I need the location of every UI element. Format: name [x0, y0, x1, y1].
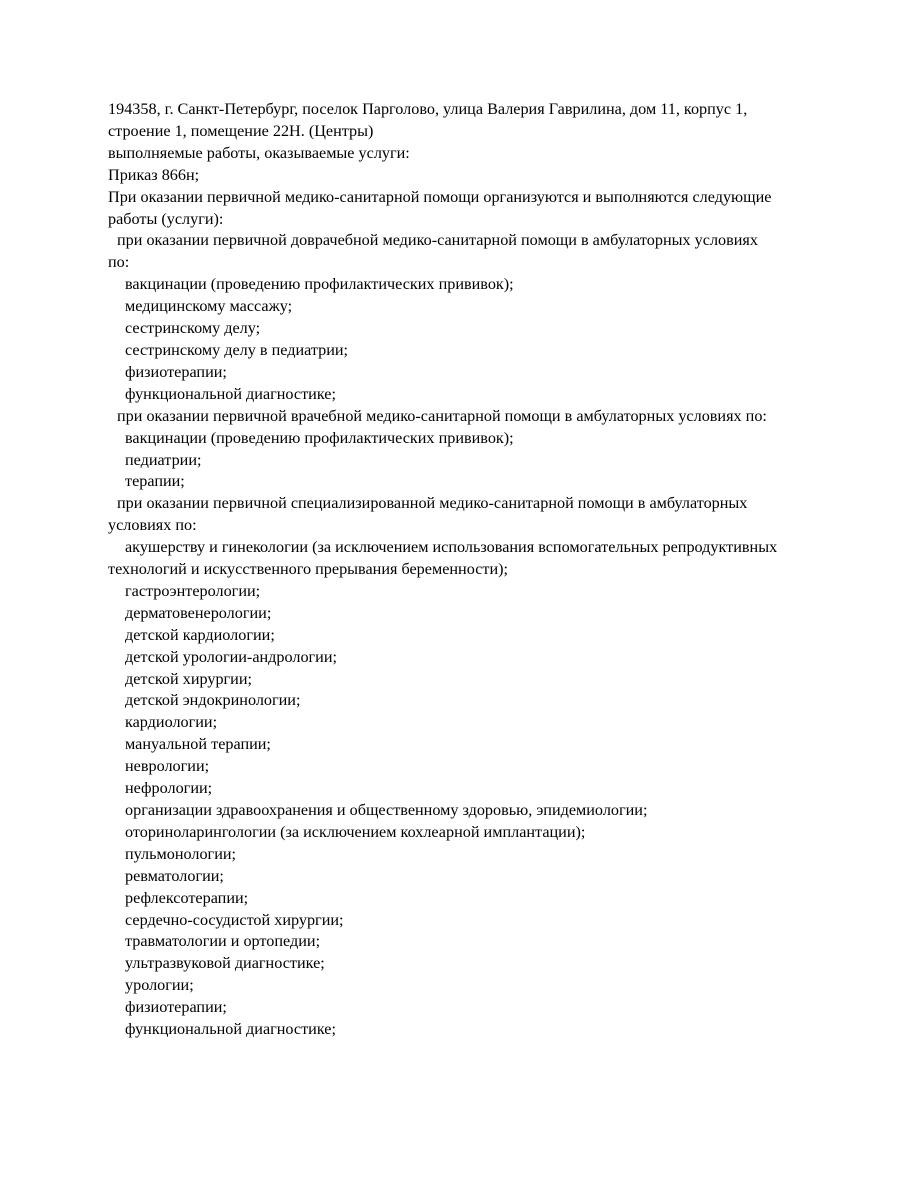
list-item: функциональной диагностике;: [125, 1020, 336, 1039]
list-item: организации здравоохранения и общественному здоровью, эпидемиологии;: [125, 801, 648, 819]
works-label: выполняемые работы, оказываемые услуги:: [108, 143, 410, 162]
list-item: пульмонологии;: [125, 844, 237, 863]
prehospital-heading-line-2: по:: [108, 253, 130, 272]
obstetrics-line-2: технологий и искусственного прерывания беременности);: [108, 560, 509, 579]
order-reference: Приказ 866н;: [108, 165, 200, 184]
list-item: терапии;: [125, 472, 185, 491]
list-item: неврологии;: [125, 757, 210, 776]
list-item: травматологии и ортопедии;: [125, 932, 321, 951]
list-item: сердечно-сосудистой хирургии;: [125, 910, 344, 929]
list-item: медицинскому массажу;: [125, 297, 293, 316]
list-item: сестринскому делу;: [125, 319, 261, 338]
list-item: рефлексотерапии;: [125, 888, 249, 907]
list-item: сестринскому делу в педиатрии;: [125, 340, 349, 359]
list-item: урологии;: [125, 976, 194, 995]
list-item: функциональной диагностике;: [125, 384, 336, 403]
list-item: педиатрии;: [125, 450, 202, 469]
list-item: вакцинации (проведению профилактических прививок);: [125, 275, 514, 294]
intro-line-2: работы (услуги):: [108, 209, 224, 228]
list-item: детской урологии-андрологии;: [125, 647, 338, 666]
specialized-heading-line-1: при оказании первичной специализированной медико-санитарной помощи в амбулаторных: [117, 494, 748, 513]
intro-line-1: При оказании первичной медико-санитарной помощи организуются и выполняются следующие: [108, 187, 772, 206]
list-item: мануальной терапии;: [125, 735, 271, 754]
list-item: ультразвуковой диагностике;: [125, 954, 325, 973]
list-item: детской кардиологии;: [125, 625, 275, 644]
address-line-2: строение 1, помещение 22Н. (Центры): [108, 121, 374, 140]
list-item: вакцинации (проведению профилактических прививок);: [125, 428, 514, 447]
list-item: оториноларингологии (за исключением кохлеарной имплантации);: [125, 822, 586, 841]
list-item: детской хирургии;: [125, 669, 253, 688]
document-page: [108, 99, 864, 1041]
list-item: физиотерапии;: [125, 362, 227, 381]
address-line-1: 194358, г. Санкт-Петербург, поселок Парголово, улица Валерия Гаврилина, дом 11, корпус 1,: [108, 100, 748, 118]
obstetrics-line-1: акушерству и гинекологии (за исключением использования вспомогательных репродуктивных: [125, 538, 778, 557]
list-item: детской эндокринологии;: [125, 691, 301, 710]
list-item: физиотерапии;: [125, 998, 227, 1017]
list-item: кардиологии;: [125, 713, 218, 732]
list-item: дерматовенерологии;: [125, 603, 272, 622]
list-item: гастроэнтерологии;: [125, 581, 261, 600]
list-item: нефрологии;: [125, 779, 213, 798]
specialized-heading-line-2: условиях по:: [108, 516, 197, 535]
prehospital-heading-line-1: при оказании первичной доврачебной медико-санитарной помощи в амбулаторных условиях: [117, 231, 758, 250]
medical-heading: при оказании первичной врачебной медико-санитарной помощи в амбулаторных условиях по:: [117, 406, 767, 425]
list-item: ревматологии;: [125, 866, 224, 885]
